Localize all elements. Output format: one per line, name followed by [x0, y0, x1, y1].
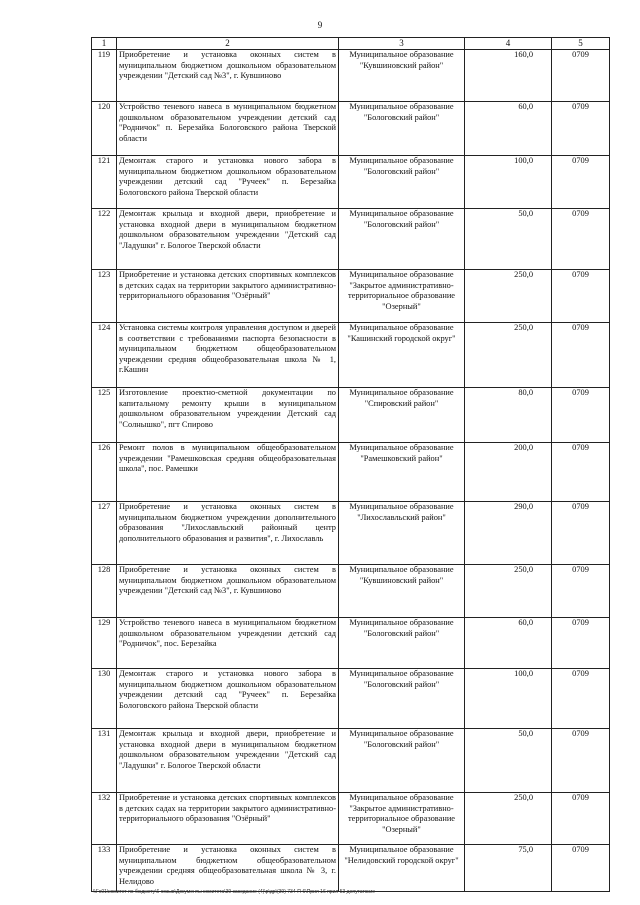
item-description-cell: Устройство теневого навеса в муниципальном бюджетном дошкольном образовательном учреждении детский сад "Родничок", пос. Березайка — [117, 618, 339, 669]
column-header: 5 — [552, 38, 610, 50]
budget-code-cell: 0709 — [552, 729, 610, 793]
item-description-cell: Демонтаж старого и установка нового забора в муниципальном бюджетном дошкольном образовательном учреждении детский сад "Ручеек" п. Березайка Бологовского района Тверской области — [117, 156, 339, 209]
municipality-cell: Муниципальное образование "Нелидовский городской округ" — [339, 845, 465, 892]
amount-cell: 250,0 — [465, 793, 552, 845]
budget-code-cell: 0709 — [552, 50, 610, 102]
amount-cell: 75,0 — [465, 845, 552, 892]
amount-cell: 60,0 — [465, 102, 552, 156]
budget-code-cell: 0709 — [552, 270, 610, 323]
municipality-cell: Муниципальное образование "Бологовский район" — [339, 618, 465, 669]
table-row — [92, 443, 610, 502]
municipality-cell: Муниципальное образование "Бологовский район" — [339, 729, 465, 793]
footer-file-path: \\Fs01\комитет по бюджету\6 созыв\Документы комитета\39 заседание (4)\р\др\(39) 734-П-6\Прил 16 прил 53 депутатские — [93, 889, 375, 895]
row-number-cell: 119 — [92, 50, 117, 102]
budget-code-cell: 0709 — [552, 388, 610, 443]
item-description-cell: Демонтаж крыльца и входной двери, приобретение и установка входной двери в муниципальном бюджетном дошкольном образовательном учреждении "Детский сад "Ладушки" г. Бологое Тверской области — [117, 729, 339, 793]
row-number-cell: 123 — [92, 270, 117, 323]
row-number-cell: 125 — [92, 388, 117, 443]
municipality-cell: Муниципальное образование "Бологовский район" — [339, 156, 465, 209]
amount-cell: 250,0 — [465, 565, 552, 618]
amount-cell: 290,0 — [465, 502, 552, 565]
table-row — [92, 502, 610, 565]
table-row — [92, 669, 610, 729]
column-header: 3 — [339, 38, 465, 50]
amount-cell: 250,0 — [465, 270, 552, 323]
amount-cell: 100,0 — [465, 669, 552, 729]
page-number: 9 — [317, 20, 323, 30]
budget-table — [91, 37, 610, 892]
row-number-cell: 124 — [92, 323, 117, 388]
budget-code-cell: 0709 — [552, 209, 610, 270]
column-header: 1 — [92, 38, 117, 50]
municipality-cell: Муниципальное образование "Кашинский городской округ" — [339, 323, 465, 388]
table-row — [92, 270, 610, 323]
row-number-cell: 127 — [92, 502, 117, 565]
item-description-cell: Приобретение и установка оконных систем в муниципальном бюджетном общеобразовательном учреждении средняя общеобразовательная школа № 3, г. Нелидово — [117, 845, 339, 892]
row-number-cell: 129 — [92, 618, 117, 669]
item-description-cell: Приобретение и установка оконных систем в муниципальном бюджетном дошкольном образовательном учреждении "Детский сад №3", г. Кувшиново — [117, 565, 339, 618]
table-row — [92, 618, 610, 669]
item-description-cell: Установка системы контроля управления доступом и дверей в соответствии с требованиями паспорта безопасности в муниципальном бюджетном общеобразовательном учреждении средняя общеобразовательная школа № 1, г.Кашин — [117, 323, 339, 388]
municipality-cell: Муниципальное образование "Спировский район" — [339, 388, 465, 443]
row-number-cell: 132 — [92, 793, 117, 845]
table-row — [92, 209, 610, 270]
column-header: 2 — [117, 38, 339, 50]
row-number-cell: 126 — [92, 443, 117, 502]
municipality-cell: Муниципальное образование "Бологовский район" — [339, 102, 465, 156]
item-description-cell: Приобретение и установка оконных систем в муниципальном бюджетном учреждении дополнительного образования "Лихославльский районный центр дополнительного образования и развития", г. Лихославль — [117, 502, 339, 565]
row-number-cell: 120 — [92, 102, 117, 156]
budget-code-cell: 0709 — [552, 565, 610, 618]
row-number-cell: 130 — [92, 669, 117, 729]
budget-code-cell: 0709 — [552, 618, 610, 669]
budget-code-cell: 0709 — [552, 102, 610, 156]
amount-cell: 60,0 — [465, 618, 552, 669]
row-number-cell: 131 — [92, 729, 117, 793]
municipality-cell: Муниципальное образование "Лихославльский район" — [339, 502, 465, 565]
amount-cell: 50,0 — [465, 209, 552, 270]
budget-code-cell: 0709 — [552, 443, 610, 502]
table-row — [92, 323, 610, 388]
row-number-cell: 133 — [92, 845, 117, 892]
municipality-cell: Муниципальное образование "Рамешковский район" — [339, 443, 465, 502]
amount-cell: 200,0 — [465, 443, 552, 502]
amount-cell: 50,0 — [465, 729, 552, 793]
budget-code-cell: 0709 — [552, 793, 610, 845]
item-description-cell: Приобретение и установка оконных систем в муниципальном бюджетном дошкольном образовательном учреждении "Детский сад №3", г. Кувшиново — [117, 50, 339, 102]
table-row — [92, 565, 610, 618]
municipality-cell: Муниципальное образование "Бологовский район" — [339, 669, 465, 729]
table-header-row — [92, 38, 610, 50]
amount-cell: 100,0 — [465, 156, 552, 209]
table-row — [92, 50, 610, 102]
amount-cell: 80,0 — [465, 388, 552, 443]
item-description-cell: Демонтаж старого и установка нового забора в муниципальном бюджетном дошкольном образовательном учреждении детский сад "Ручеек" п. Березайка Бологовского района Тверской области — [117, 669, 339, 729]
table-row — [92, 845, 610, 892]
municipality-cell: Муниципальное образование "Закрытое административно-территориальное образование "Озерный" — [339, 270, 465, 323]
table-row — [92, 102, 610, 156]
item-description-cell: Приобретение и установка детских спортивных комплексов в детских садах на территории закрытого административно-территориального образования "Озёрный" — [117, 270, 339, 323]
amount-cell: 250,0 — [465, 323, 552, 388]
table-row — [92, 729, 610, 793]
row-number-cell: 121 — [92, 156, 117, 209]
municipality-cell: Муниципальное образование "Кувшиновский район" — [339, 50, 465, 102]
table-row — [92, 388, 610, 443]
amount-cell: 160,0 — [465, 50, 552, 102]
item-description-cell: Приобретение и установка детских спортивных комплексов в детских садах на территории закрытого административно-территориального образования "Озёрный" — [117, 793, 339, 845]
budget-code-cell: 0709 — [552, 323, 610, 388]
municipality-cell: Муниципальное образование "Бологовский район" — [339, 209, 465, 270]
item-description-cell: Изготовление проектно-сметной документации по капитальному ремонту крыши в муниципальном дошкольном образовательном учреждении Детский сад "Солнышко", пгт Спирово — [117, 388, 339, 443]
municipality-cell: Муниципальное образование "Закрытое административно-территориальное образование "Озерный" — [339, 793, 465, 845]
item-description-cell: Устройство теневого навеса в муниципальном бюджетном дошкольном образовательном учреждении детский сад "Родничок" п. Березайка Бологовского района Тверской области — [117, 102, 339, 156]
budget-code-cell: 0709 — [552, 845, 610, 892]
row-number-cell: 122 — [92, 209, 117, 270]
municipality-cell: Муниципальное образование "Кувшиновский район" — [339, 565, 465, 618]
column-header: 4 — [465, 38, 552, 50]
row-number-cell: 128 — [92, 565, 117, 618]
budget-code-cell: 0709 — [552, 502, 610, 565]
item-description-cell: Демонтаж крыльца и входной двери, приобретение и установка входной двери в муниципальном бюджетном дошкольном образовательном учреждении "Детский сад "Ладушки" г. Бологое Тверской области — [117, 209, 339, 270]
budget-code-cell: 0709 — [552, 669, 610, 729]
budget-code-cell: 0709 — [552, 156, 610, 209]
table-row — [92, 793, 610, 845]
item-description-cell: Ремонт полов в муниципальном общеобразовательном учреждении "Рамешковская средняя общеобразовательная школа", пос. Рамешки — [117, 443, 339, 502]
table-row — [92, 156, 610, 209]
